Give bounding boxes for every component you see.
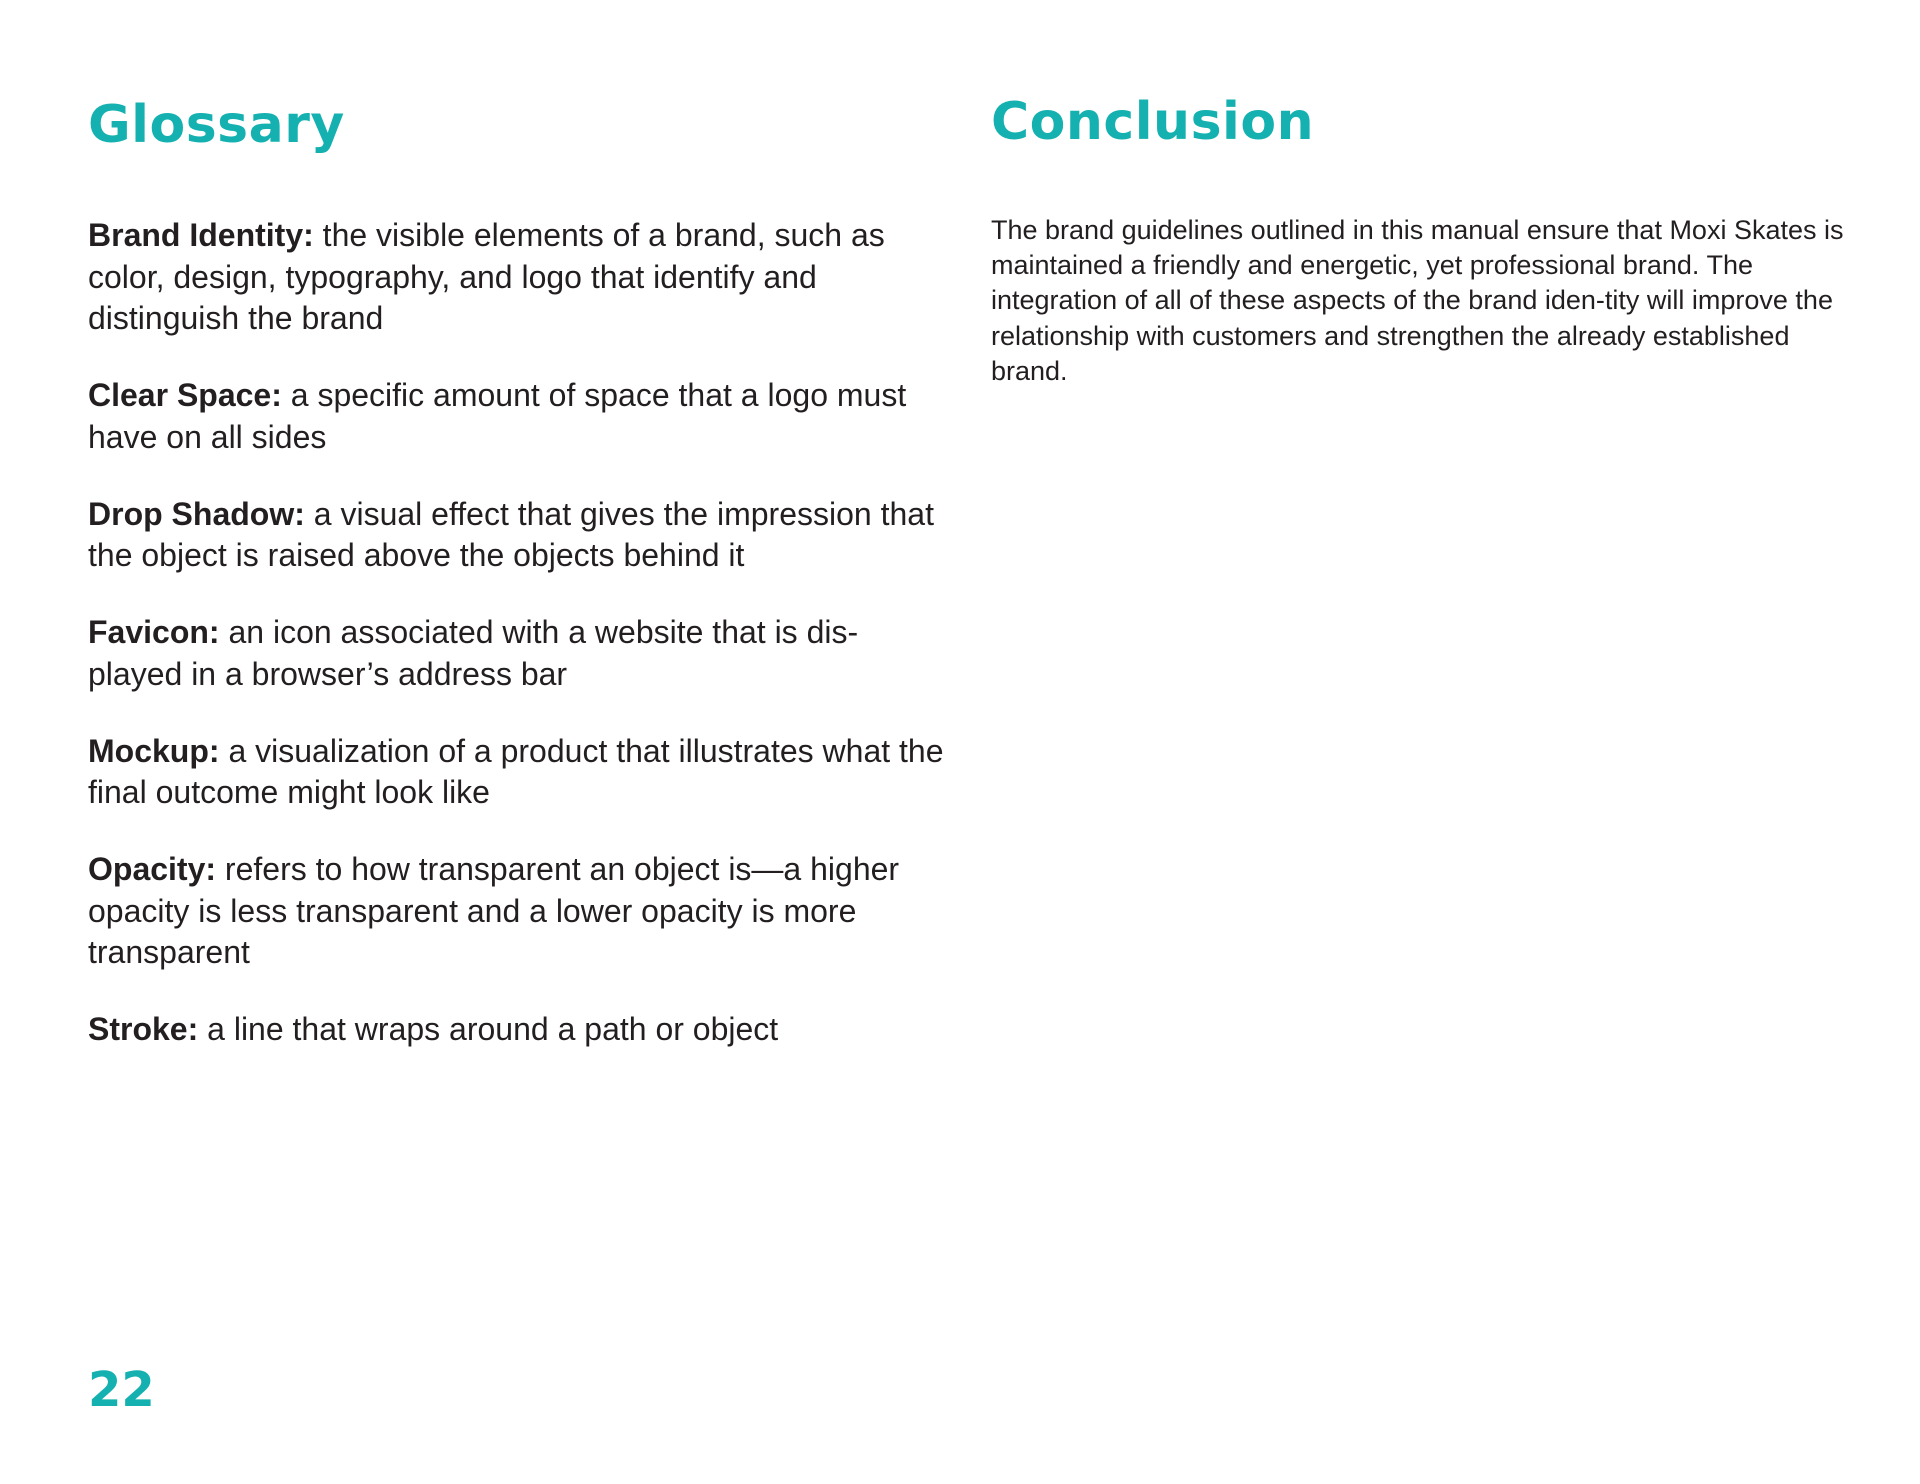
glossary-definition: a line that wraps around a path or object	[198, 1011, 779, 1047]
glossary-entry-clear-space	[88, 375, 948, 458]
glossary-entry-favicon	[88, 612, 948, 695]
glossary-definition: a specific amount of space that a logo must have on all sides	[88, 377, 907, 455]
glossary-term: Favicon:	[88, 614, 220, 650]
page-number: 22	[88, 1362, 155, 1418]
glossary-term: Mockup:	[88, 732, 220, 769]
conclusion-paragraph: The brand guidelines outlined in this manual ensure that Moxi Skates is maintained a friendly and energetic, yet professional brand. The integration of all of these aspects of the brand iden-tity will improve the relationship with customers and strengthen the already established brand.	[991, 215, 1844, 386]
glossary-entry-drop-shadow	[88, 494, 948, 577]
glossary-definition: the visible elements of a brand, such as color, design, typography, and logo that identify and distinguish the brand	[88, 217, 885, 336]
glossary-list	[88, 215, 948, 1086]
glossary-term: Stroke:	[88, 1011, 199, 1047]
glossary-definition: a visual effect that gives the impression that the object is raised above the objects behind it	[88, 495, 934, 573]
glossary-definition: refers to how transparent an object is—a higher opacity is less transparent and a lower opacity is more transparent	[88, 851, 900, 970]
glossary-term: Clear Space:	[88, 377, 282, 413]
glossary-entry-stroke	[88, 1009, 948, 1051]
glossary-entry-mockup	[88, 731, 948, 814]
glossary-term: Opacity:	[88, 851, 217, 887]
glossary-definition: an icon associated with a website that is dis-played in a browser’s address bar	[88, 614, 859, 692]
glossary-heading: Glossary	[88, 95, 345, 155]
glossary-entry-opacity	[88, 849, 948, 974]
glossary-term: Drop Shadow:	[88, 495, 305, 532]
glossary-term: Brand Identity:	[88, 217, 314, 253]
conclusion-heading: Conclusion	[991, 92, 1315, 152]
glossary-definition: a visualization of a product that illustrates what the final outcome might look like	[88, 732, 944, 810]
glossary-entry-brand-identity	[88, 215, 948, 340]
